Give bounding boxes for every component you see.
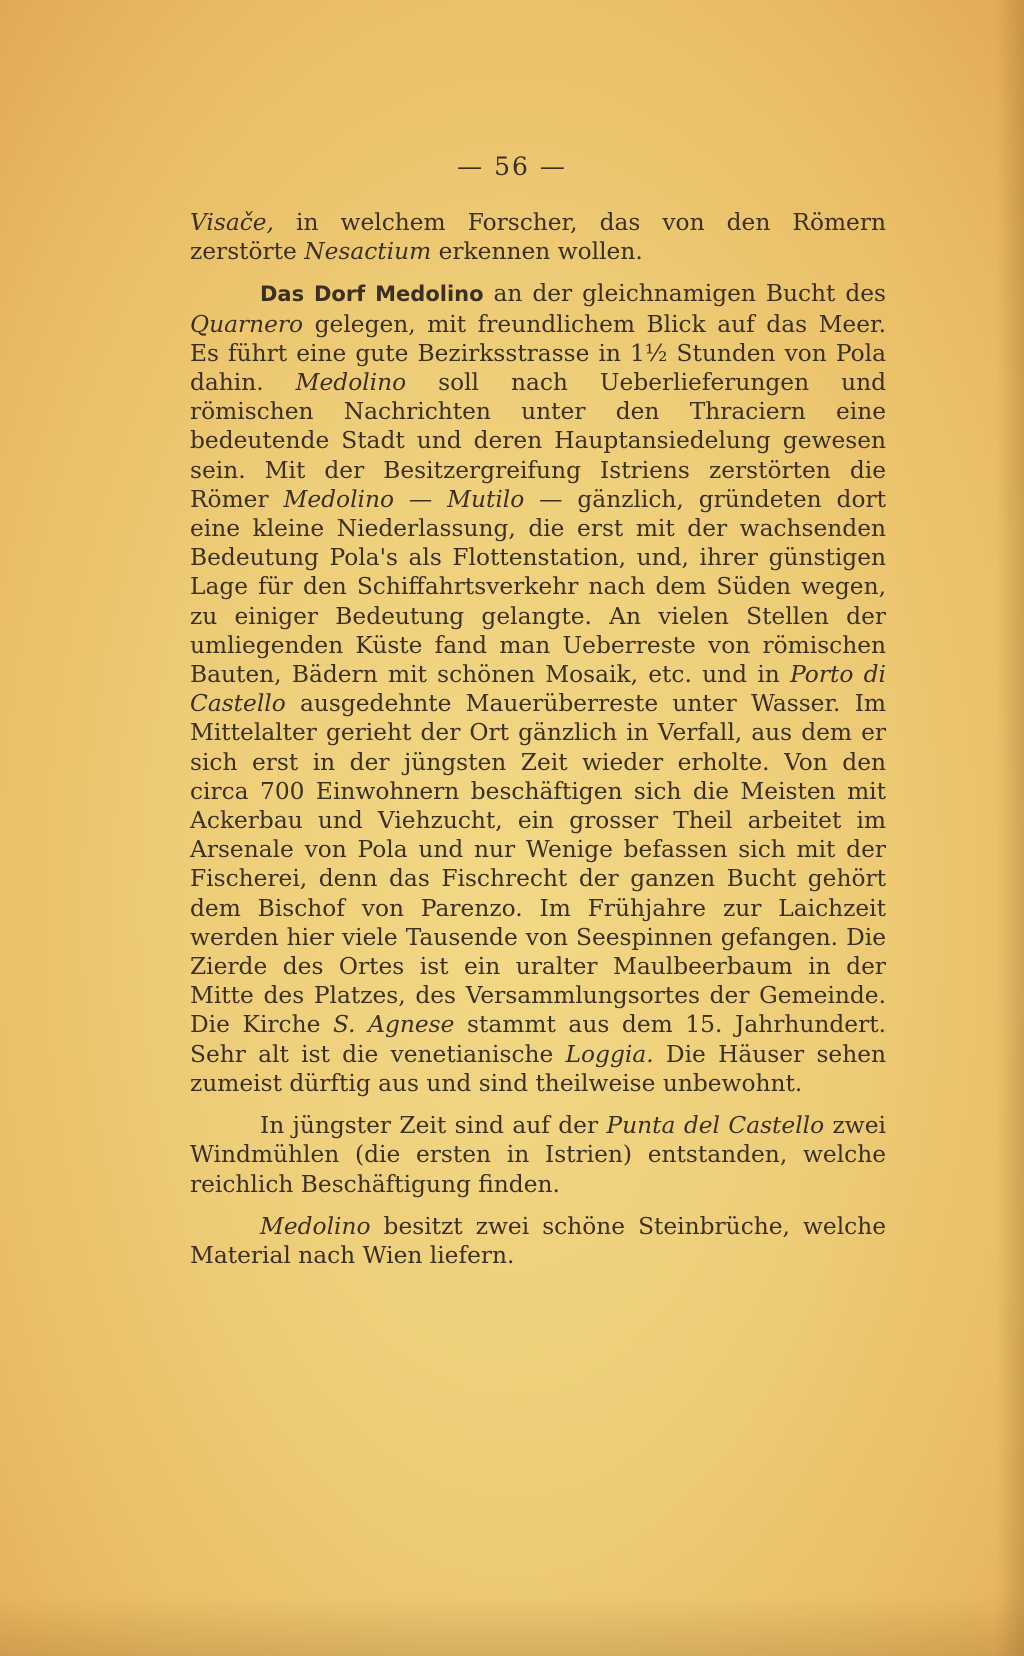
body-text	[190, 208, 886, 1270]
paragraph-nesactium	[190, 208, 886, 266]
paper-bottom-shadow	[0, 1596, 1024, 1656]
paragraph-windmills	[190, 1111, 886, 1199]
text-run: zwei Windmühlen (die ersten in Istrien) entstanden, welche reichlich Beschäftigung finden.	[190, 1112, 886, 1198]
paper-edge-shadow	[996, 0, 1024, 1656]
italic-term: Loggia.	[565, 1040, 654, 1068]
italic-term: Quarnero	[190, 310, 304, 338]
italic-term: Porto di Castello	[190, 661, 886, 718]
italic-term: Medolino	[283, 485, 395, 513]
text-run: besitzt zwei schöne Steinbrüche, welche Material nach Wien liefern.	[190, 1212, 886, 1269]
text-run: soll nach Ueberlieferungen und römischen Nachrichten unter den Thraciern eine bedeutende Stadt und deren Hauptansiedelung gewesen sein. Mit der Besitzergreifung Istriens zerstörten die Römer	[190, 369, 886, 513]
paragraph-quarries	[190, 1212, 886, 1270]
page-number: — 56 —	[457, 152, 567, 181]
text-run: — gänzlich, gründeten dort eine kleine Niederlassung, die erst mit der wachsenden Bedeutung Pola's als Flottenstation, und, ihrer günstigen Lage für den Schiffahrtsverkehr nach dem Süden wegen, zu einiger Bedeutung gelangte. An vielen Stellen der umliegenden Küste fand man Ueberreste von römischen Bauten, Bädern mit schönen Mosaik, etc. und in	[190, 485, 886, 689]
italic-term: Nesactium	[304, 238, 432, 266]
italic-term: Mutilo	[447, 485, 525, 513]
italic-term: S. Agnese	[333, 1011, 455, 1039]
italic-term: Medolino	[260, 1212, 371, 1240]
text-run: Die Häuser sehen zumeist dürftig aus und sind theilweise unbewohnt.	[190, 1040, 886, 1097]
text-run: ausgedehnte Mauerüberreste unter Wasser. Im Mittelalter gerieht der Ort gänzlich in Verfall, aus dem er sich erst in der jüngsten Zeit wieder erholte. Von den circa 700 Einwohnern beschäftigen sich die Meisten mit Ackerbau und Viehzucht, ein grosser Theil arbeitet im Arsenale von Pola und nur Wenige befassen sich mit der Fischerei, denn das Fischrecht der ganzen Bucht gehört dem Bischof von Parenzo. Im Frühjahre zur Laichzeit werden hier viele Tausende von Seespinnen gefangen. Die Zierde des Ortes ist ein uralter Maulbeerbaum in der Mitte des Platzes, des Versammlungsortes der Gemeinde. Die Kirche	[190, 690, 886, 1039]
text-run: —	[394, 485, 448, 513]
text-run: gelegen, mit freundlichem Blick auf das Meer. Es führt eine gute Bezirksstrasse in 1½ Stunden von Pola dahin.	[190, 310, 886, 397]
text-run: erkennen wollen.	[431, 238, 643, 266]
text-run: an der gleichnamigen Bucht des	[483, 280, 887, 308]
italic-term: Punta del Castello	[606, 1112, 825, 1140]
text-run: stammt aus dem 15. Jahrhundert. Sehr alt ist die venetianische	[190, 1011, 886, 1068]
italic-term: Visače,	[190, 209, 274, 236]
text-run: In jüngster Zeit sind auf der	[260, 1112, 607, 1140]
paragraph-medolino	[190, 279, 886, 1098]
text-run: in welchem Forscher, das von den Römern zerstörte	[190, 209, 886, 266]
lead-in-text: Das Dorf Medolino	[260, 282, 484, 307]
italic-term: Medolino	[295, 369, 407, 397]
